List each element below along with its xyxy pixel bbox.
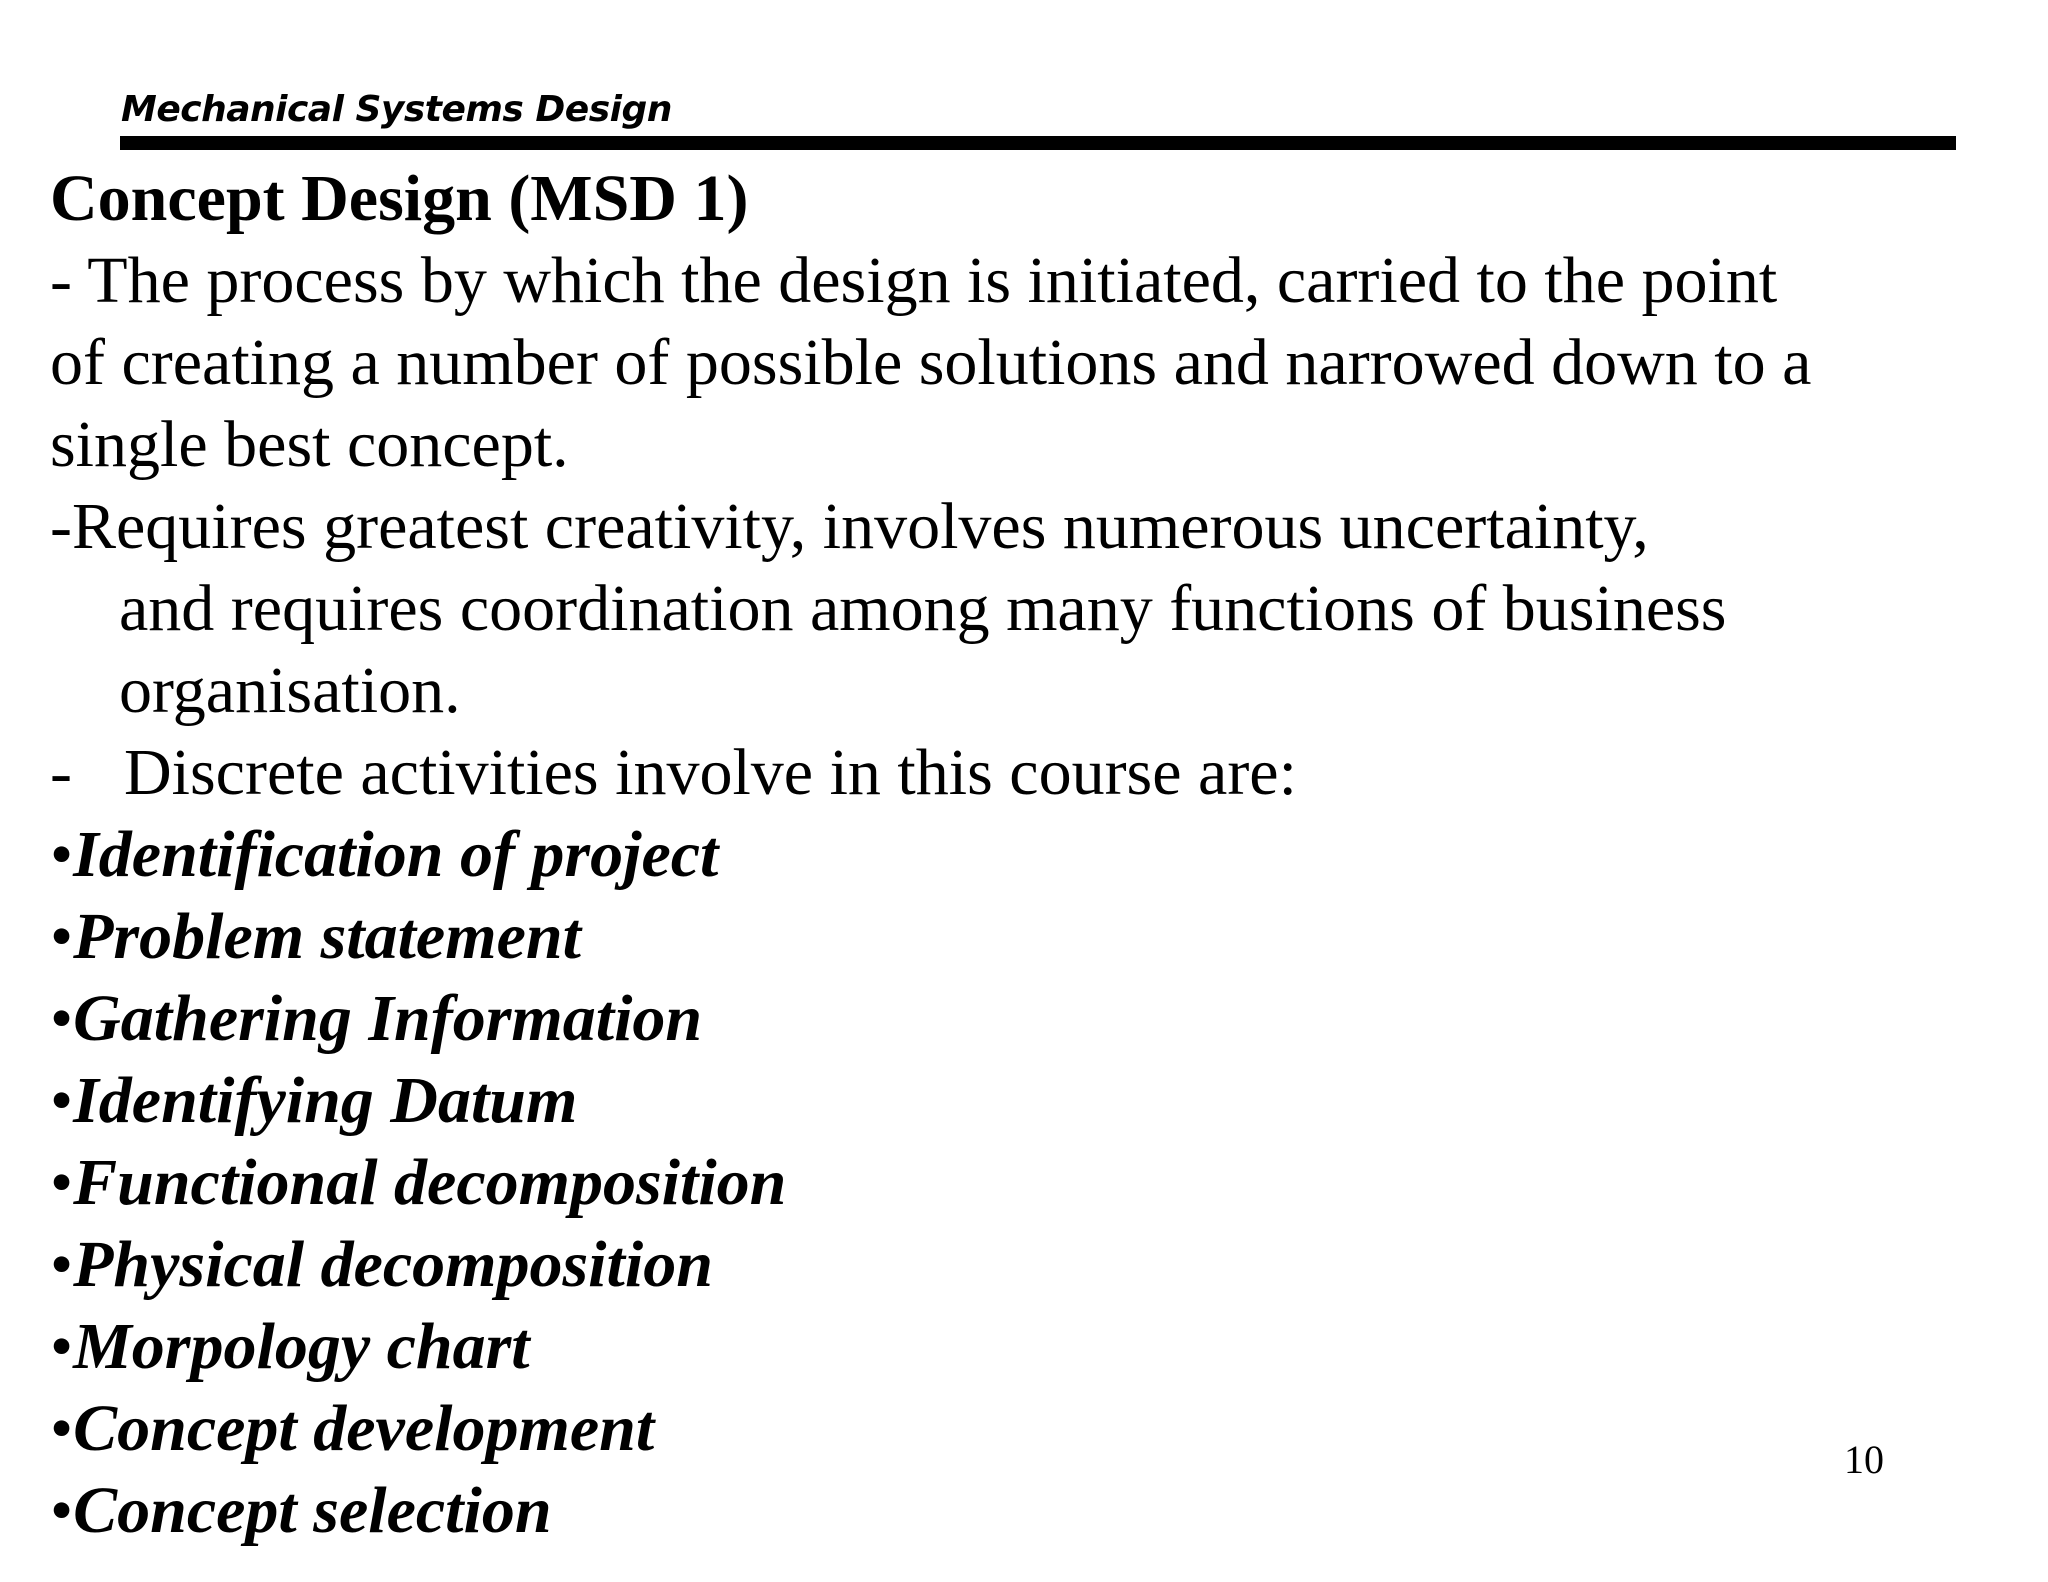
- activity-list-item: [50, 1388, 1950, 1470]
- bullet-marker: •: [50, 1474, 74, 1547]
- bullet-marker: •: [50, 1064, 74, 1137]
- activity-label: Gathering Information: [73, 982, 703, 1055]
- activity-list-item: [50, 1306, 1950, 1388]
- activity-list-item: [50, 1060, 1950, 1142]
- activities-intro: [50, 732, 1950, 814]
- activity-label: Concept development: [73, 1392, 655, 1465]
- bullet-marker: •: [50, 982, 74, 1055]
- activities-intro-text: Discrete activities involve in this course are:: [123, 736, 1297, 809]
- activity-list-item: [50, 814, 1950, 896]
- activity-label: Identifying Datum: [73, 1064, 578, 1137]
- bullet-marker: •: [50, 1310, 74, 1383]
- course-header: Mechanical Systems Design: [121, 89, 672, 130]
- header-divider: [120, 136, 1956, 150]
- paragraph1-line: single best concept.: [50, 408, 569, 481]
- activity-list-item: [50, 1224, 1950, 1306]
- slide-body: [50, 158, 1950, 1552]
- paragraph2-line: and requires coordination among many functions of business: [119, 572, 1727, 645]
- bullet-marker: •: [50, 1228, 74, 1301]
- activity-list-item: [50, 978, 1950, 1060]
- activity-list-item: [50, 896, 1950, 978]
- activity-label: Physical decomposition: [73, 1228, 713, 1301]
- activity-label: Morpology chart: [73, 1310, 530, 1383]
- bullet-marker: •: [50, 900, 74, 973]
- bullet-marker: •: [50, 1392, 74, 1465]
- bullet-marker: •: [50, 818, 74, 891]
- activity-label: Concept selection: [73, 1474, 552, 1547]
- activity-label: Identification of project: [73, 818, 719, 891]
- activity-label: Functional decomposition: [73, 1146, 787, 1219]
- activity-label: Problem statement: [73, 900, 581, 973]
- paragraph1-line: of creating a number of possible solutions and narrowed down to a: [50, 326, 1812, 399]
- slide-title: Concept Design (MSD 1): [50, 162, 749, 235]
- paragraph2-line: -Requires greatest creativity, involves numerous uncertainty,: [50, 490, 1649, 563]
- bullet-marker: •: [50, 1146, 74, 1219]
- paragraph2-line: organisation.: [119, 654, 461, 727]
- page-number: 10: [1844, 1437, 1884, 1482]
- paragraph1-line: - The process by which the design is initiated, carried to the point: [50, 244, 1778, 317]
- dash-marker: -: [50, 736, 72, 809]
- activity-list-item: [50, 1470, 1950, 1552]
- activity-list-item: [50, 1142, 1950, 1224]
